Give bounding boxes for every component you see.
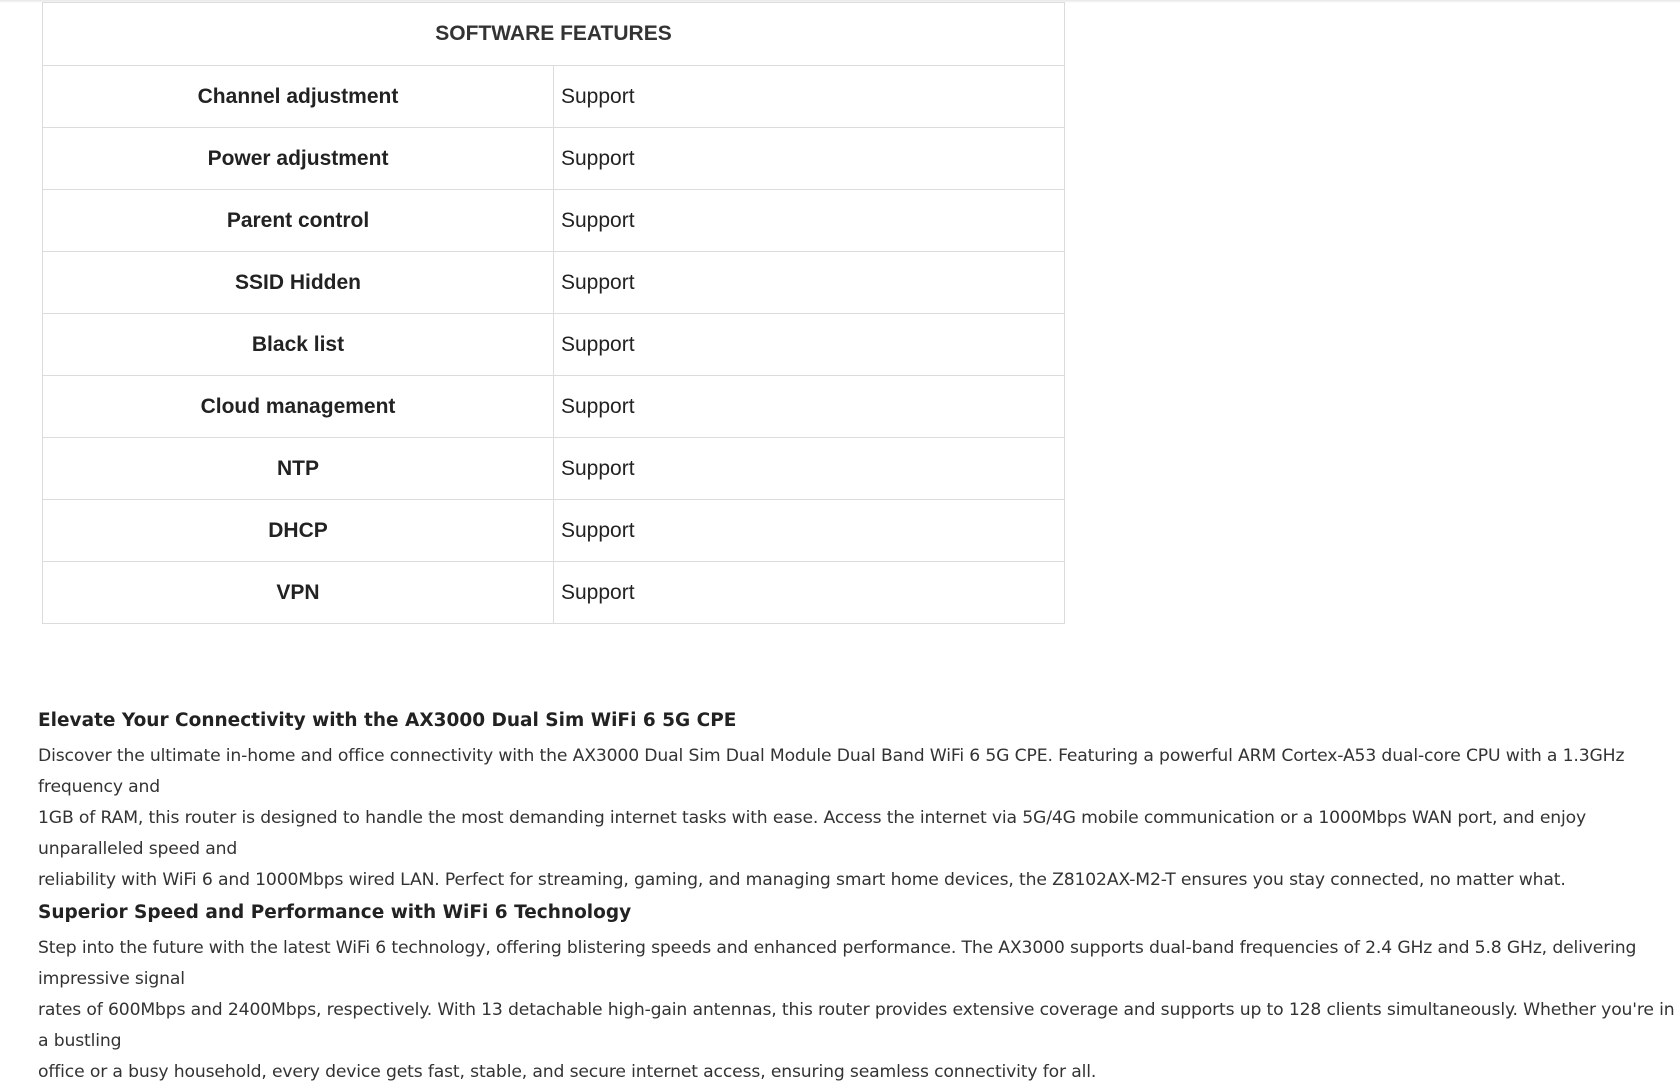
feature-value: Support [554, 190, 1065, 252]
feature-value: Support [554, 438, 1065, 500]
paragraph-line: rates of 600Mbps and 2400Mbps, respectively. With 13 detachable high-gain antennas, this router provides extensive coverage and supports up to 128 clients simultaneously. Whether you're in a bustling [38, 1000, 1675, 1051]
paragraph-line: reliability with WiFi 6 and 1000Mbps wired LAN. Perfect for streaming, gaming, and managing smart home devices, the Z8102AX-M2-T ensures you stay connected, no matter what. [38, 870, 1566, 890]
table-row [43, 128, 1065, 190]
feature-name: VPN [43, 562, 554, 624]
section-paragraph [38, 933, 1678, 1088]
feature-name: DHCP [43, 500, 554, 562]
table-row [43, 190, 1065, 252]
feature-value: Support [554, 252, 1065, 314]
feature-value: Support [554, 66, 1065, 128]
section-superior-speed [38, 900, 1678, 1088]
table-row [43, 438, 1065, 500]
feature-value: Support [554, 314, 1065, 376]
section-paragraph [38, 741, 1678, 896]
table-row [43, 562, 1065, 624]
paragraph-line: 1GB of RAM, this router is designed to handle the most demanding internet tasks with ease. Access the internet via 5G/4G mobile communication or a 1000Mbps WAN port, and enjoy unparalleled speed and [38, 808, 1587, 859]
table-row [43, 500, 1065, 562]
feature-name: Power adjustment [43, 128, 554, 190]
table-header-row [43, 3, 1065, 66]
software-features-table [42, 2, 1065, 624]
table-row [43, 252, 1065, 314]
table-row [43, 66, 1065, 128]
section-elevate-connectivity [38, 708, 1678, 896]
feature-value: Support [554, 128, 1065, 190]
paragraph-line: office or a busy household, every device gets fast, stable, and secure internet access, ensuring seamless connectivity for all. [38, 1062, 1097, 1082]
feature-value: Support [554, 500, 1065, 562]
table-row [43, 376, 1065, 438]
feature-name: Parent control [43, 190, 554, 252]
feature-name: Channel adjustment [43, 66, 554, 128]
section-heading: Superior Speed and Performance with WiFi 6 Technology [38, 902, 632, 923]
feature-name: Cloud management [43, 376, 554, 438]
table-row [43, 314, 1065, 376]
feature-value: Support [554, 562, 1065, 624]
feature-value: Support [554, 376, 1065, 438]
paragraph-line: Discover the ultimate in-home and office connectivity with the AX3000 Dual Sim Dual Module Dual Band WiFi 6 5G CPE. Featuring a powerful ARM Cortex-A53 dual-core CPU with a 1.3GHz frequency and [38, 746, 1625, 797]
feature-name: SSID Hidden [43, 252, 554, 314]
feature-name: Black list [43, 314, 554, 376]
feature-name: NTP [43, 438, 554, 500]
paragraph-line: Step into the future with the latest WiFi 6 technology, offering blistering speeds and enhanced performance. The AX3000 supports dual-band frequencies of 2.4 GHz and 5.8 GHz, delivering impressive signal [38, 938, 1637, 989]
table-section-header: SOFTWARE FEATURES [43, 3, 1065, 66]
section-heading: Elevate Your Connectivity with the AX3000 Dual Sim WiFi 6 5G CPE [38, 710, 737, 731]
